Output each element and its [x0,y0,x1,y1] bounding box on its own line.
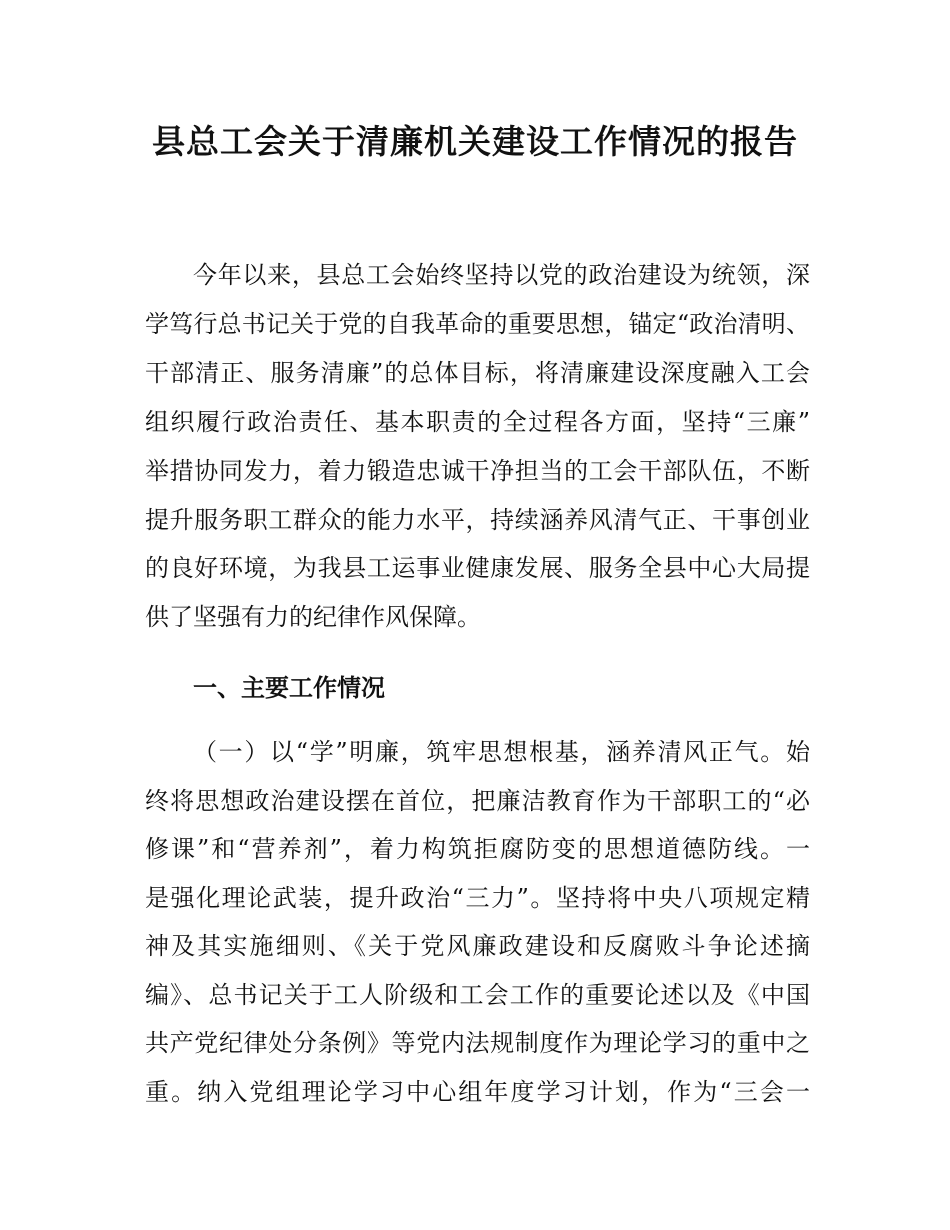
text-line: 干部清正、服务清廉”的总体目标，将清廉建设深度融入工会 [145,358,810,387]
text-line: 今年以来，县总工会始终坚持以党的政治建设为统领，深 [193,261,810,289]
text-line: 重。纳入党组理论学习中心组年度学习计划，作为“三会一 [145,1077,810,1106]
text-line: 组织履行政治责任、基本职责的全过程各方面，坚持“三廉” [145,407,810,436]
text-line: 供了坚强有力的纪律作风保障。 [145,603,481,632]
text-line: 学笃行总书记关于党的自我革命的重要思想，锚定“政治清明、 [145,309,810,338]
text-line: 提升服务职工群众的能力水平，持续涵养风清气正、干事创业 [145,505,810,534]
text-line: 是强化理论武装，提升政治“三力”。坚持将中央八项规定精 [145,883,810,912]
text-line: 共产党纪律处分条例》等党内法规制度作为理论学习的重中之 [145,1029,810,1057]
text-line: 修课”和“营养剂”，着力构筑拒腐防变的思想道德防线。一 [145,835,810,863]
text-line: 举措协同发力，着力锻造忠诚干净担当的工会干部队伍，不断 [145,456,810,485]
text-line: （一）以“学”明廉，筑牢思想根基，涵养清风正气。始 [193,738,810,766]
text-line: 的良好环境，为我县工运事业健康发展、服务全县中心大局提 [145,554,810,583]
document-title: 县总工会关于清廉机关建设工作情况的报告 [152,122,798,161]
text-line: 终将思想政治建设摆在首位，把廉洁教育作为干部职工的“必 [145,786,810,815]
text-line: 编》、总书记关于工人阶级和工会工作的重要论述以及《中国 [145,980,810,1009]
text-line: 神及其实施细则、《关于党风廉政建设和反腐败斗争论述摘 [145,932,810,960]
section-heading: 一、主要工作情况 [193,674,385,702]
